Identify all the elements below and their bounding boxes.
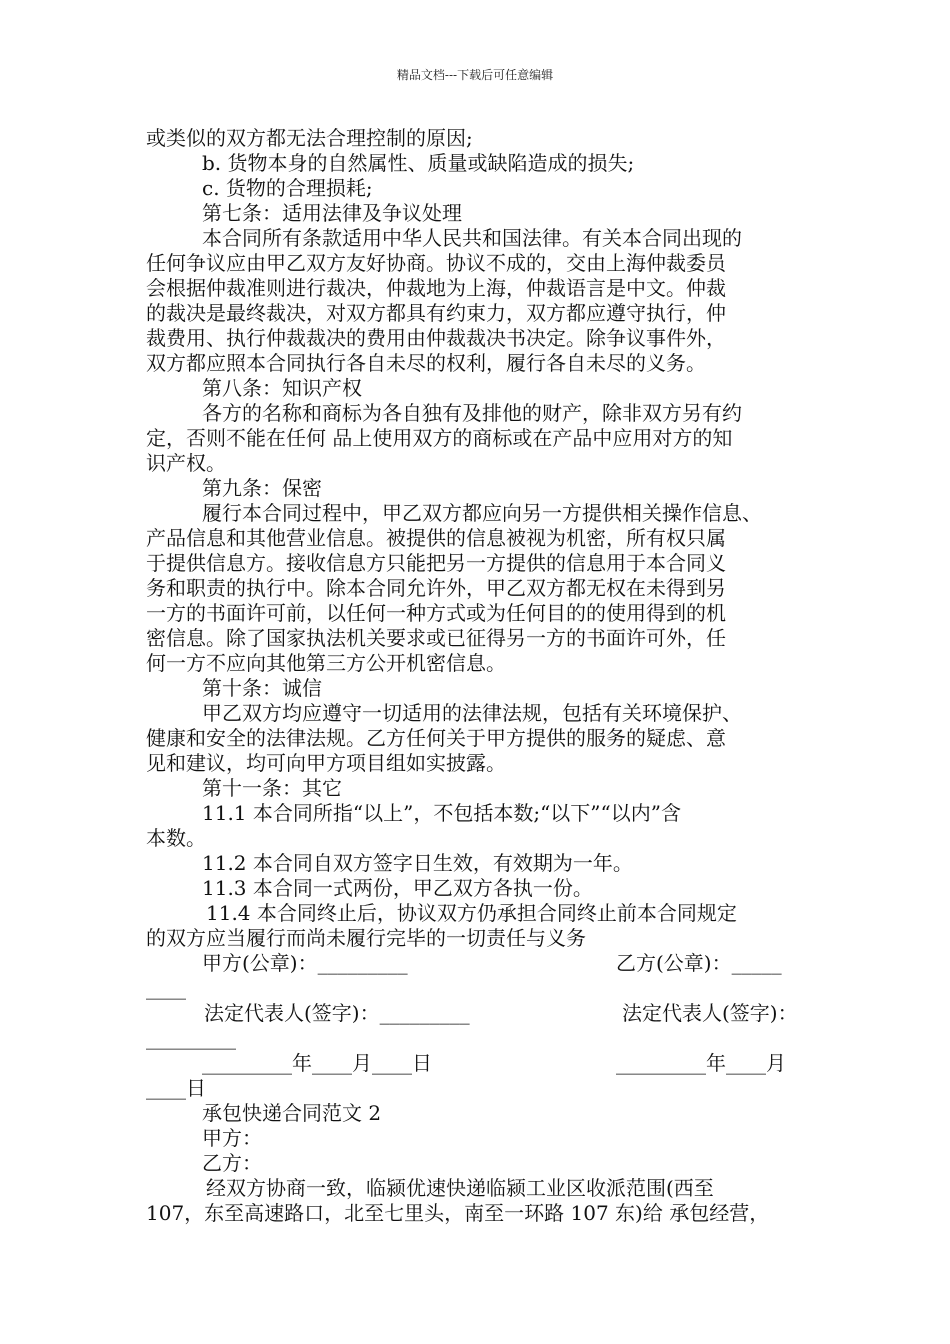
seal-row-wrap: ____ [146, 976, 186, 1000]
text-line: 任何争议应由甲乙双方友好协商。协议不成的，交由上海仲裁委员 [146, 251, 726, 275]
section-heading-7: 第七条：适用法律及争议处理 [202, 201, 462, 225]
date-row-wrap: ____日 [146, 1076, 206, 1100]
text-line: 产品信息和其他营业信息。被提供的信息被视为机密，所有权只属 [146, 526, 726, 550]
text-line: 识产权。 [146, 451, 226, 475]
text-line: 健康和安全的法律法规。乙方任何关于甲方提供的服务的疑虑、意 [146, 726, 726, 750]
text-line: 双方都应照本合同执行各自未尽的权利，履行各自未尽的义务。 [146, 351, 706, 375]
text-line: 11.1 本合同所指“以上”，不包括本数;“以下”“以内”含 [202, 801, 681, 825]
text-line: 11.3 本合同一式两份，甲乙双方各执一份。 [202, 876, 593, 900]
text-line: b. 货物本身的自然属性、质量或缺陷造成的损失; [202, 151, 635, 175]
rep-b-signature: 法定代表人(签字)： [622, 1001, 798, 1025]
text-line: c. 货物的合理损耗; [202, 176, 373, 200]
text-line: 务和职责的执行中。除本合同允许外，甲乙双方都无权在未得到另 [146, 576, 726, 600]
text-line: 密信息。除了国家执法机关要求或已征得另一方的书面许可外，任 [146, 626, 726, 650]
text-line: 定，否则不能在任何 品上使用双方的商标或在产品中应用对方的知 [146, 426, 733, 450]
party-b-label: 乙方： [202, 1151, 262, 1175]
date-b: _________年____月 [616, 1051, 786, 1075]
seal-row [146, 951, 810, 976]
party-b-seal: 乙方(公章)：_____ [616, 951, 782, 975]
representative-row [146, 1001, 810, 1026]
text-line: 何一方不应向其他第三方公开机密信息。 [146, 651, 506, 675]
text-line: 会根据仲裁准则进行裁决，仲裁地为上海，仲裁语言是中文。仲裁 [146, 276, 726, 300]
text-line: 或类似的双方都无法合理控制的原因; [146, 126, 473, 150]
party-a-label: 甲方： [202, 1126, 262, 1150]
text-line: 甲乙双方均应遵守一切适用的法律法规，包括有关环境保护、 [202, 701, 742, 725]
date-a: _________年____月____日 [202, 1051, 432, 1075]
text-line: 履行本合同过程中，甲乙双方都应向另一方提供相关操作信息、 [202, 501, 762, 525]
text-line: 于提供信息方。接收信息方只能把另一方提供的信息用于本合同义 [146, 551, 726, 575]
text-line: 经双方协商一致，临颍优速快递临颍工业区收派范围(西至 [206, 1176, 714, 1200]
text-line: 本合同所有条款适用中华人民共和国法律。有关本合同出现的 [202, 226, 742, 250]
text-line: 的裁决是最终裁决，对双方都具有约束力，双方都应遵守执行，仲 [146, 301, 726, 325]
text-line: 11.2 本合同自双方签字日生效，有效期为一年。 [202, 851, 633, 875]
section-heading-9: 第九条：保密 [202, 476, 322, 500]
text-line: 107，东至高速路口，北至七里头，南至一环路 107 东)给 承包经营， [146, 1201, 770, 1225]
section-heading-10: 第十条：诚信 [202, 676, 322, 700]
text-line: 的双方应当履行而尚未履行完毕的一切责任与义务 [146, 926, 586, 950]
representative-row-wrap: _________ [146, 1026, 236, 1050]
rep-a-signature: 法定代表人(签字)：_________ [204, 1001, 470, 1025]
text-line: 各方的名称和商标为各自独有及排他的财产，除非双方另有约 [202, 401, 742, 425]
section-heading-8: 第八条：知识产权 [202, 376, 362, 400]
date-row [146, 1051, 810, 1076]
text-line: 本数。 [146, 826, 206, 850]
contract-title-2: 承包快递合同范文 2 [202, 1101, 382, 1125]
text-line: 见和建议，均可向甲方项目组如实披露。 [146, 751, 506, 775]
text-line: 裁费用、执行仲裁裁决的费用由仲裁裁决书决定。除争议事件外， [146, 326, 726, 350]
page-header: 精品文档---下载后可任意编辑 [396, 68, 554, 82]
document-body [146, 126, 810, 1226]
party-a-seal: 甲方(公章)：_________ [202, 951, 408, 975]
text-line: 11.4 本合同终止后，协议双方仍承担合同终止前本合同规定 [206, 901, 737, 925]
text-line: 一方的书面许可前，以任何一种方式或为任何目的的使用得到的机 [146, 601, 726, 625]
section-heading-11: 第十一条：其它 [202, 776, 342, 800]
